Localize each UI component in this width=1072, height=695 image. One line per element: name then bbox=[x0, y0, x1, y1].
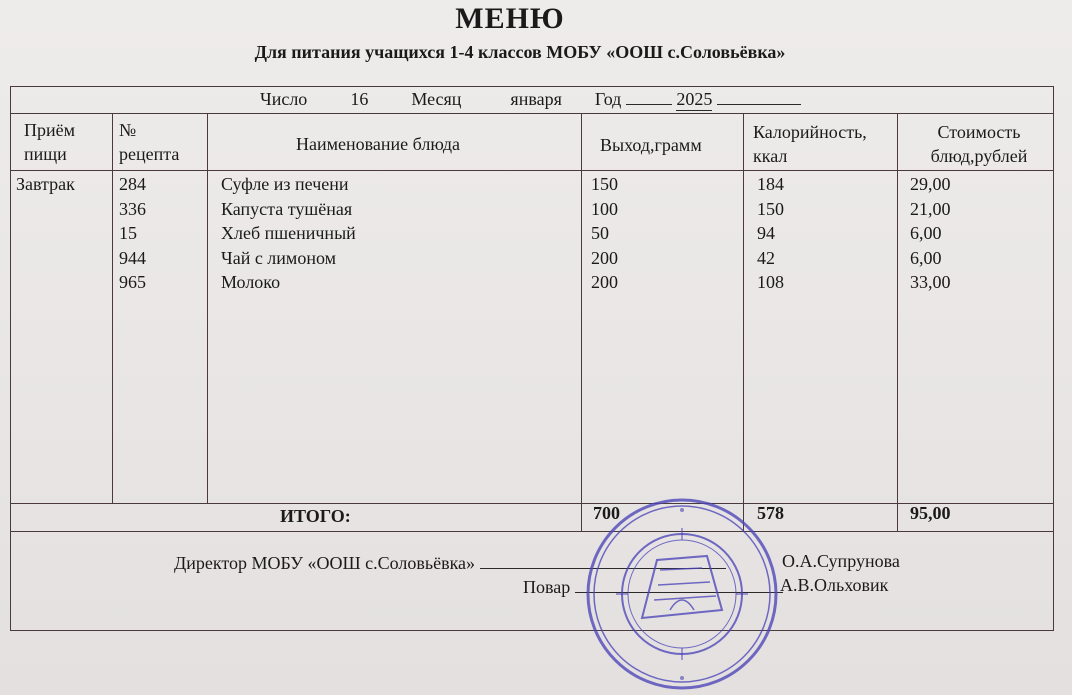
table-row-cost: 21,00 bbox=[910, 198, 951, 219]
table-row-calories: 150 bbox=[757, 198, 784, 219]
table-row-recipe: 336 bbox=[119, 198, 146, 219]
total-weight: 700 bbox=[593, 503, 620, 523]
header-meal-line2: пищи bbox=[24, 144, 67, 164]
table-row-cost: 29,00 bbox=[910, 174, 951, 194]
table-row-calories: 108 bbox=[757, 272, 784, 292]
table-row-dish: Суфле из печени bbox=[221, 174, 349, 194]
header-cost bbox=[906, 120, 1052, 168]
header-meal bbox=[24, 118, 75, 166]
table-row-calories: 184 bbox=[757, 174, 784, 194]
header-calories-line1: Калорийность, bbox=[753, 122, 867, 142]
table-row-weight: 100 bbox=[591, 198, 618, 219]
day-label: Число bbox=[260, 89, 308, 109]
month-value: января bbox=[510, 89, 562, 109]
meal-name: Завтрак bbox=[16, 174, 75, 194]
header-calories-line2: ккал bbox=[753, 146, 788, 166]
header-meal-line1: Приём bbox=[24, 120, 76, 140]
calories-column bbox=[757, 172, 784, 295]
year-value: 2025 bbox=[676, 89, 713, 109]
table-row-cost: 6,00 bbox=[910, 247, 942, 268]
director-label: Директор МОБУ «ООШ с.Соловьёвка» bbox=[174, 553, 476, 573]
director-name: О.А.Супрунова bbox=[782, 551, 900, 571]
official-stamp bbox=[582, 490, 782, 695]
header-recipe-line2: рецепта bbox=[119, 144, 180, 164]
table-row-recipe: 284 bbox=[119, 174, 146, 194]
total-cost: 95,00 bbox=[910, 503, 951, 523]
table-row-weight: 200 bbox=[591, 272, 618, 292]
table-row-recipe: 965 bbox=[119, 272, 146, 292]
document-title: МЕНЮ bbox=[455, 2, 565, 35]
day-value: 16 bbox=[350, 89, 369, 109]
table-row-weight: 200 bbox=[591, 247, 618, 268]
table-row-recipe: 15 bbox=[119, 223, 137, 243]
header-weight: Выход,грамм bbox=[600, 135, 702, 155]
recipe-column bbox=[119, 172, 146, 295]
table-row-cost: 33,00 bbox=[910, 272, 951, 292]
table-row-dish: Хлеб пшеничный bbox=[221, 223, 356, 243]
month-label: Месяц bbox=[411, 89, 462, 109]
table-row-weight: 50 bbox=[591, 223, 609, 243]
header-recipe-line1: № bbox=[119, 120, 137, 140]
table-row-cost: 6,00 bbox=[910, 223, 942, 243]
cost-column bbox=[910, 172, 951, 295]
header-dish: Наименование блюда bbox=[296, 134, 461, 154]
table-row-calories: 94 bbox=[757, 223, 775, 243]
table-rule-total-end bbox=[10, 531, 1054, 532]
cook-name: А.В.Ольховик bbox=[780, 575, 889, 595]
header-cost-line1: Стоимость bbox=[937, 122, 1021, 142]
col-divider-calories bbox=[897, 113, 898, 531]
dish-column bbox=[221, 172, 356, 295]
total-calories: 578 bbox=[757, 503, 784, 523]
header-cost-line2: блюд,рублей bbox=[930, 146, 1028, 166]
cook-label: Повар bbox=[523, 577, 571, 597]
table-row-recipe: 944 bbox=[119, 247, 146, 268]
table-row-dish: Капуста тушёная bbox=[221, 198, 353, 219]
table-row-weight: 150 bbox=[591, 174, 618, 194]
col-divider-dish bbox=[581, 113, 582, 531]
col-divider-weight bbox=[743, 113, 744, 531]
document-subtitle: Для питания учащихся 1-4 классов МОБУ «ООШ с.Соловьёвка» bbox=[254, 42, 786, 62]
table-row-dish: Чай с лимоном bbox=[221, 247, 336, 268]
year-label: Год bbox=[594, 89, 622, 109]
weight-column bbox=[591, 172, 618, 295]
date-line bbox=[260, 89, 801, 111]
total-label: ИТОГО: bbox=[280, 506, 351, 526]
header-recipe bbox=[119, 118, 179, 166]
header-calories bbox=[753, 120, 867, 168]
col-divider-recipe bbox=[207, 113, 208, 503]
table-row-dish: Молоко bbox=[221, 272, 281, 292]
col-divider-meal bbox=[112, 113, 113, 503]
table-row-calories: 42 bbox=[757, 247, 775, 268]
